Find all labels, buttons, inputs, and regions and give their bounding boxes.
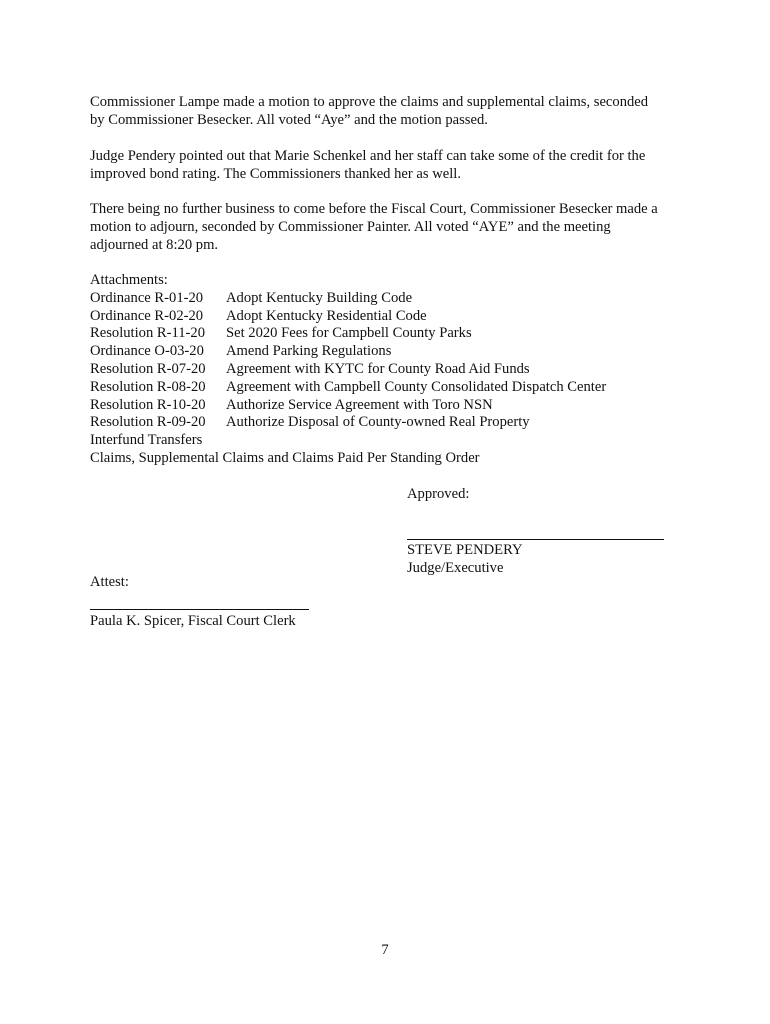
attachment-description: Agreement with Campbell County Consolidated Dispatch Center [226,378,607,395]
paragraph-line: motion to adjourn, seconded by Commissioner Painter. All voted “AYE” and the meeting [90,218,611,235]
attachment-description: Amend Parking Regulations [226,343,392,360]
paragraph-bond-rating [90,148,690,184]
attachment-id: Ordinance O-03-20 [90,343,204,360]
attachment-row [90,308,710,326]
attachment-id: Resolution R-07-20 [90,360,206,377]
attachment-row [90,325,710,343]
attachment-description: Set 2020 Fees for Campbell County Parks [226,325,472,342]
attest-label: Attest: [90,574,129,590]
paragraph-line: There being no further business to come before the Fiscal Court, Commissioner Besecker made a [90,201,658,217]
paragraph-line: by Commissioner Besecker. All voted “Aye” and the motion passed. [90,111,488,128]
attachment-id: Resolution R-11-20 [90,325,205,342]
attachment-row [90,361,710,379]
paragraph-claims-motion [90,94,690,130]
attachment-row [90,397,710,415]
paragraph-line: Commissioner Lampe made a motion to approve the claims and supplemental claims, seconded [90,94,649,110]
attachment-extra-line: Interfund Transfers [90,432,203,449]
paragraph-line: Judge Pendery pointed out that Marie Schenkel and her staff can take some of the credit for the [90,148,646,164]
approver-name: STEVE PENDERY [407,541,523,558]
attachment-extra-line: Claims, Supplemental Claims and Claims Paid Per Standing Order [90,449,480,466]
attest-signature-line [90,609,309,610]
attest-signer: Paula K. Spicer, Fiscal Court Clerk [90,612,296,629]
attachments-list [90,272,710,468]
attachments-heading: Attachments: [90,272,168,288]
attachment-id: Ordinance R-02-20 [90,307,204,324]
attachment-id: Resolution R-09-20 [90,414,206,431]
attachment-row [90,290,710,308]
attachment-description: Adopt Kentucky Building Code [226,289,413,306]
approval-block [407,486,677,577]
attachment-row [90,379,710,397]
attachment-description: Authorize Service Agreement with Toro NSN [226,396,493,413]
attachment-id: Resolution R-10-20 [90,396,206,413]
attachment-row [90,343,710,361]
approver-title: Judge/Executive [407,559,504,576]
attachment-id: Resolution R-08-20 [90,378,206,395]
attachment-id: Ordinance R-01-20 [90,289,204,306]
approved-label: Approved: [407,486,470,502]
paragraph-line: improved bond rating. The Commissioners thanked her as well. [90,165,461,182]
attachment-description: Agreement with KYTC for County Road Aid Funds [226,360,530,377]
attachment-description: Adopt Kentucky Residential Code [226,307,427,324]
page-number: 7 [381,942,389,958]
attest-block [90,574,390,631]
attachment-description: Authorize Disposal of County-owned Real Property [226,414,530,431]
approval-signature-line [407,539,664,540]
paragraph-line: adjourned at 8:20 pm. [90,236,219,253]
attachment-row [90,414,710,432]
paragraph-adjournment [90,201,690,254]
